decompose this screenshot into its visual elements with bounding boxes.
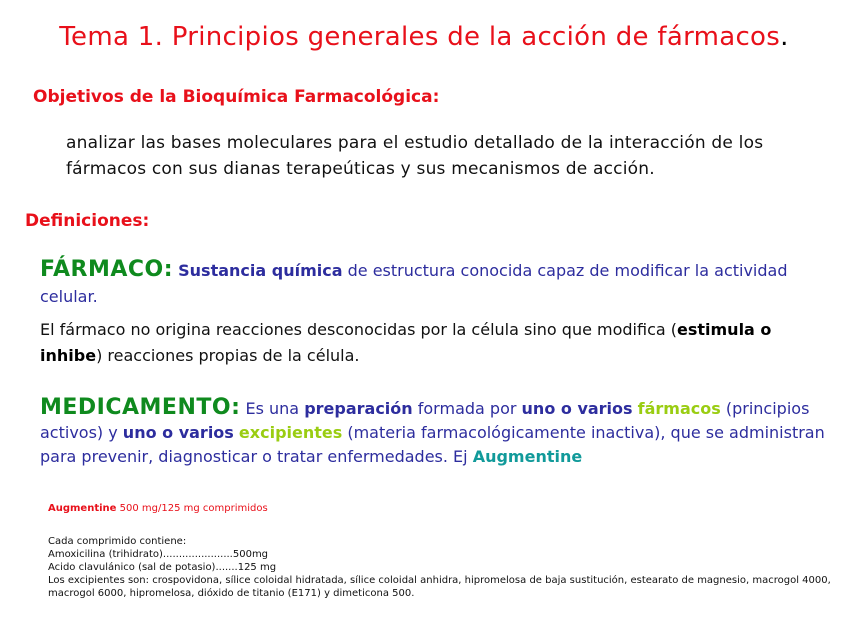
- augmentine-name: Augmentine: [48, 503, 117, 514]
- medicamento-t1: Es una: [240, 399, 305, 418]
- medicamento-b1: preparación: [304, 399, 413, 418]
- definiciones-heading: Definiciones:: [25, 211, 150, 231]
- augmentine-line-1: Cada comprimido contiene:: [48, 536, 187, 547]
- medicamento-g1: fármacos: [637, 399, 721, 418]
- medicamento-example: Augmentine: [472, 447, 583, 466]
- farmaco-definition: [40, 257, 820, 310]
- title-period: .: [780, 22, 789, 52]
- medicamento-t6: (materia farmacológicamente inactiva), que se administran para prevenir, diagnosticar o tratar enfermedades. Ej: [40, 423, 825, 466]
- medicamento-term: MEDICAMENTO:: [40, 395, 241, 420]
- farmaco-term: FÁRMACO:: [40, 257, 174, 282]
- augmentine-dose: 500 mg/125 mg comprimidos: [116, 503, 268, 514]
- objetivos-body: analizar las bases moleculares para el estudio detallado de la interacción de los fármacos con sus dianas terapeúticas y sus mecanismos de acción.: [66, 133, 764, 179]
- augmentine-composition: [48, 535, 838, 600]
- medicamento-t4: (principios activos) y: [40, 399, 810, 442]
- medicamento-definition: [40, 396, 830, 469]
- farmaco-note-start: El fármaco no origina reacciones desconocidas por la célula sino que modifica (: [40, 320, 677, 339]
- medicamento-g2: excipientes: [238, 423, 343, 442]
- augmentine-header: [48, 503, 268, 514]
- medicamento-b2: uno o varios: [521, 399, 633, 418]
- farmaco-def-bold: Sustancia química: [178, 261, 343, 280]
- farmaco-note-bold: estimula o inhibe: [40, 320, 772, 365]
- title-text: Tema 1. Principios generales de la acción de fármacos: [59, 22, 781, 52]
- medicamento-b3: uno o varios: [122, 423, 234, 442]
- objetivos-heading: Objetivos de la Bioquímica Farmacológica:: [33, 87, 440, 107]
- augmentine-line-3: Acido clavulánico (sal de potasio).......125 mg: [48, 562, 277, 573]
- augmentine-line-2: Amoxicilina (trihidrato)......................500mg: [48, 549, 269, 560]
- farmaco-note-end: ) reacciones propias de la célula.: [96, 346, 360, 365]
- farmaco-def-rest: de estructura conocida capaz de modificar la actividad celular.: [40, 261, 788, 306]
- augmentine-line-4: Los excipientes son: crospovidona, sílice coloidal hidratada, sílice coloidal anhidra, hipromelosa de baja sustitución, estearato de magnesio, macrogol 4000, macrogol 6000, hipromelosa, dióxido de titanio (E171) y dimeticona 500.: [48, 575, 831, 599]
- medicamento-t2: formada por: [412, 399, 522, 418]
- farmaco-note: [40, 317, 820, 369]
- page-title: [0, 22, 848, 52]
